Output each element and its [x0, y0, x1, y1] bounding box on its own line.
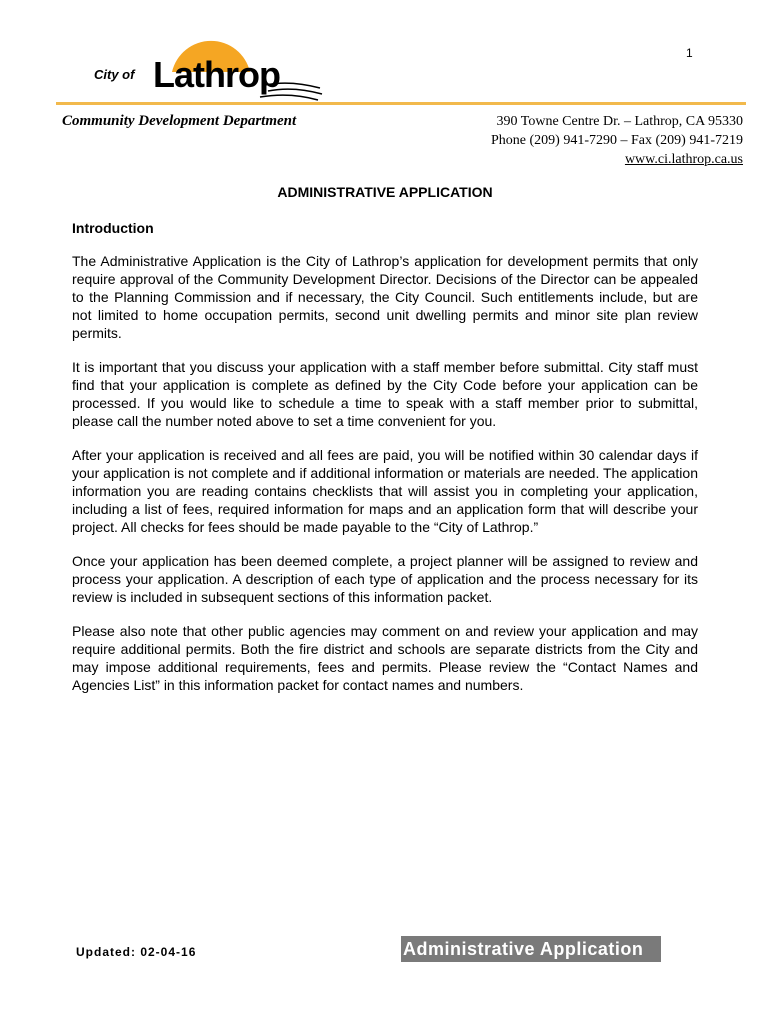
- page-number: 1: [686, 46, 693, 60]
- website-link[interactable]: www.ci.lathrop.ca.us: [624, 152, 743, 167]
- phone-line: Phone (209) 941-7290 – Fax (209) 941-7219: [491, 133, 743, 148]
- footer-doc-label: Administrative Application: [401, 936, 661, 962]
- address-line: 390 Towne Centre Dr. – Lathrop, CA 95330: [496, 114, 743, 129]
- page-title: ADMINISTRATIVE APPLICATION: [277, 184, 493, 200]
- department-name: Community Development Department: [62, 113, 297, 129]
- paragraph: After your application is received and all fees are paid, you will be notified within 30 calendar days if your application is not complete and if additional information or materials are needed. The application information you are reading contains checklists that will assist you in completing your application, including a list of fees, required information for maps and an application form that will describe your project. All checks for fees should be made payable to the “City of Lathrop.”: [72, 447, 698, 535]
- paragraph: The Administrative Application is the City of Lathrop’s application for development permits that only require approval of the Community Development Director. Decisions of the Director can be appealed to the Planning Commission and if necessary, the City Council. Such entitlements include, but are not limited to home occupation permits, second unit dwelling permits and minor site plan review permits.: [72, 253, 698, 341]
- header-divider: [56, 102, 746, 105]
- paragraph: Please also note that other public agencies may comment on and review your application and may require additional permits. Both the fire district and schools are separate districts from the City and may impose additional requirements, fees and permits. Please review the “Contact Names and Agencies List” in this information packet for contact names and numbers.: [72, 623, 698, 693]
- updated-date: Updated: 02-04-16: [76, 945, 197, 959]
- section-heading: Introduction: [72, 220, 154, 236]
- contact-block: [491, 112, 743, 169]
- paragraph: Once your application has been deemed complete, a project planner will be assigned to review and process your application. A description of each type of application and the process necessary for its review is included in subsequent sections of this information packet.: [72, 553, 698, 605]
- body-text: [72, 252, 698, 710]
- city-logo: [90, 30, 330, 105]
- logo-prefix: City of: [94, 67, 135, 82]
- paragraph: It is important that you discuss your application with a staff member before submittal. City staff must find that your application is complete as defined by the City Code before your application can be processed. If you would like to schedule a time to speak with a staff member prior to submittal, please call the number noted above to set a time convenient for you.: [72, 359, 698, 429]
- logo-name: Lathrop: [153, 54, 280, 95]
